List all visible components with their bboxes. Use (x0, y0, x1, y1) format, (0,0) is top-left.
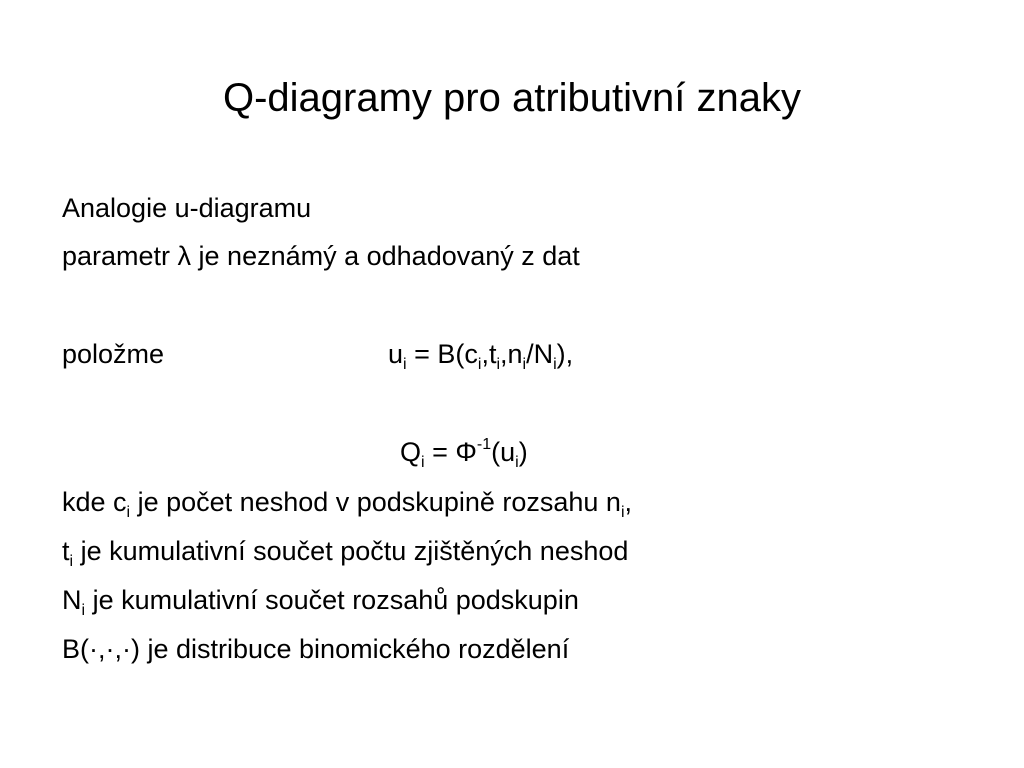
text-line-def-c (62, 484, 632, 520)
formula-u-t: ,t (481, 339, 497, 369)
text-line-def-t (62, 533, 628, 569)
formula-q-open: (u (491, 437, 516, 467)
def-n-index: i (81, 602, 86, 619)
formula-u-index-2: i (477, 356, 482, 373)
def-c-mid: je počet neshod v podskupině rozsahu n (130, 487, 621, 517)
text-line-parameter: parametr λ je neznámý a odhadovaný z dat (62, 241, 580, 271)
formula-q-symbol: Q (400, 437, 422, 467)
formula-u (388, 336, 573, 372)
def-c-pre: kde c (62, 487, 127, 517)
formula-u-index-1: i (403, 356, 407, 373)
formula-q-index-1: i (421, 454, 425, 471)
text-line-def-n (62, 582, 579, 618)
def-t-index: i (69, 553, 74, 570)
formula-q-close: ) (518, 437, 528, 467)
formula-u-index-5: i (553, 356, 557, 373)
formula-u-symbol: u (388, 339, 404, 369)
formula-u-index-3: i (496, 356, 501, 373)
def-n-rest: je kumulativní součet rozsahů podskupin (85, 585, 579, 615)
formula-q-index-2: i (515, 454, 519, 471)
formula-u-close: ), (556, 339, 574, 369)
def-t-rest: je kumulativní součet počtu zjištěných neshod (73, 536, 629, 566)
text-line-analogy: Analogie u-diagramu (62, 193, 312, 223)
def-c-end: , (624, 487, 633, 517)
formula-u-eq: = B(c (406, 339, 478, 369)
formula-q-exponent: -1 (476, 436, 492, 453)
def-t-pre: t (62, 536, 70, 566)
formula-q-eq: = Φ (424, 437, 477, 467)
formula-u-index-4: i (522, 356, 527, 373)
def-c-index-2: i (620, 504, 625, 521)
formula-u-n: ,n (500, 339, 523, 369)
text-line-polozme: položme (62, 339, 165, 369)
text-line-def-b: B(·,·,·) je distribuce binomického rozdělení (62, 634, 570, 664)
slide-title: Q-diagramy pro atributivní znaky (222, 76, 801, 120)
formula-q (400, 434, 528, 470)
formula-u-slash: /N (526, 339, 554, 369)
def-c-index-1: i (126, 504, 131, 521)
def-n-pre: N (62, 585, 82, 615)
